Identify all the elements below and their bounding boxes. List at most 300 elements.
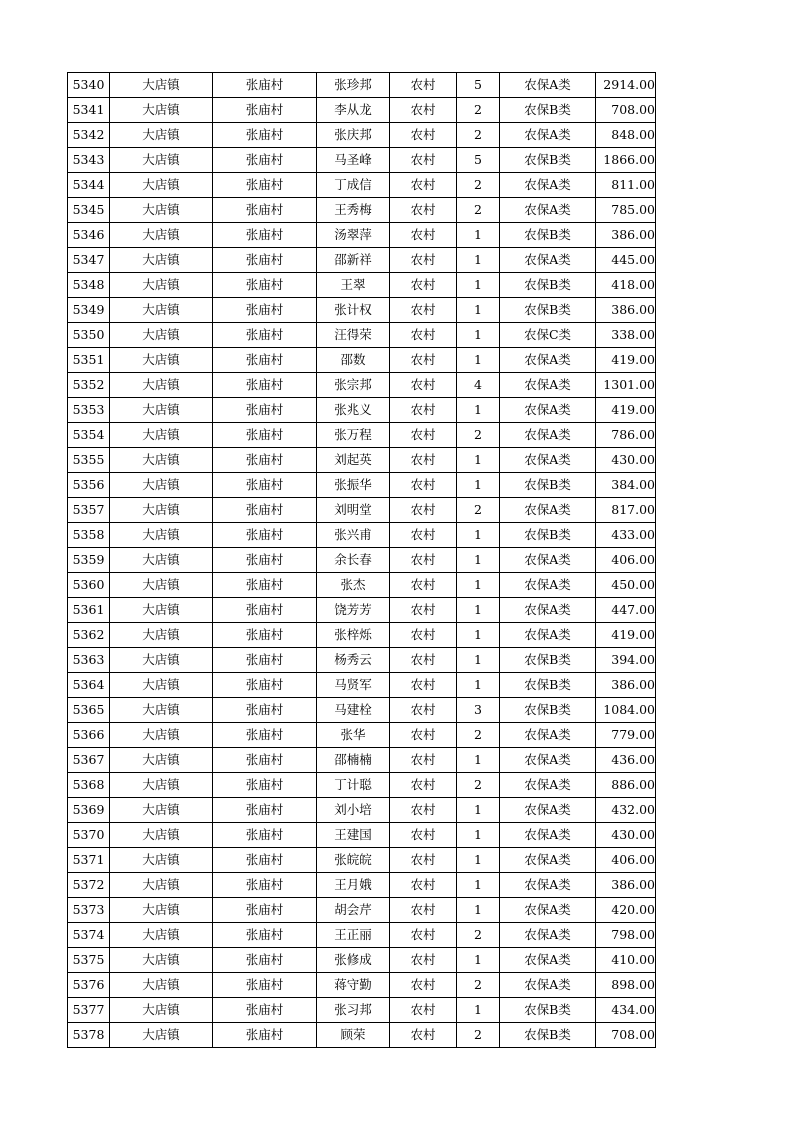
name-cell: 王秀梅 xyxy=(317,198,390,223)
amount-cell: 420.00 xyxy=(596,898,656,923)
amount-cell: 418.00 xyxy=(596,273,656,298)
town-cell: 大店镇 xyxy=(110,323,213,348)
amount-cell: 338.00 xyxy=(596,323,656,348)
village-cell: 张庙村 xyxy=(213,198,317,223)
town-cell: 大店镇 xyxy=(110,348,213,373)
town-cell: 大店镇 xyxy=(110,498,213,523)
insurance-category-cell: 农保B类 xyxy=(500,148,596,173)
insurance-category-cell: 农保A类 xyxy=(500,773,596,798)
amount-cell: 386.00 xyxy=(596,873,656,898)
village-cell: 张庙村 xyxy=(213,673,317,698)
area-type-cell: 农村 xyxy=(390,873,457,898)
area-type-cell: 农村 xyxy=(390,123,457,148)
name-cell: 王翠 xyxy=(317,273,390,298)
insurance-category-cell: 农保A类 xyxy=(500,748,596,773)
area-type-cell: 农村 xyxy=(390,773,457,798)
household-count-cell: 1 xyxy=(457,398,500,423)
name-cell: 张皖皖 xyxy=(317,848,390,873)
name-cell: 杨秀云 xyxy=(317,648,390,673)
town-cell: 大店镇 xyxy=(110,998,213,1023)
village-cell: 张庙村 xyxy=(213,98,317,123)
row-id: 5365 xyxy=(68,698,110,723)
table-row xyxy=(68,798,656,823)
table-row xyxy=(68,673,656,698)
town-cell: 大店镇 xyxy=(110,473,213,498)
household-count-cell: 1 xyxy=(457,748,500,773)
area-type-cell: 农村 xyxy=(390,348,457,373)
village-cell: 张庙村 xyxy=(213,548,317,573)
town-cell: 大店镇 xyxy=(110,248,213,273)
area-type-cell: 农村 xyxy=(390,248,457,273)
town-cell: 大店镇 xyxy=(110,923,213,948)
insurance-category-cell: 农保A类 xyxy=(500,848,596,873)
household-count-cell: 1 xyxy=(457,298,500,323)
town-cell: 大店镇 xyxy=(110,898,213,923)
area-type-cell: 农村 xyxy=(390,998,457,1023)
table-row xyxy=(68,523,656,548)
town-cell: 大店镇 xyxy=(110,648,213,673)
row-id: 5343 xyxy=(68,148,110,173)
town-cell: 大店镇 xyxy=(110,1023,213,1048)
household-count-cell: 1 xyxy=(457,823,500,848)
town-cell: 大店镇 xyxy=(110,148,213,173)
area-type-cell: 农村 xyxy=(390,823,457,848)
town-cell: 大店镇 xyxy=(110,423,213,448)
household-count-cell: 2 xyxy=(457,198,500,223)
amount-cell: 386.00 xyxy=(596,673,656,698)
amount-cell: 406.00 xyxy=(596,848,656,873)
amount-cell: 434.00 xyxy=(596,998,656,1023)
row-id: 5347 xyxy=(68,248,110,273)
area-type-cell: 农村 xyxy=(390,848,457,873)
row-id: 5370 xyxy=(68,823,110,848)
name-cell: 张华 xyxy=(317,723,390,748)
household-count-cell: 1 xyxy=(457,873,500,898)
household-count-cell: 2 xyxy=(457,923,500,948)
table-row xyxy=(68,73,656,98)
name-cell: 胡会芹 xyxy=(317,898,390,923)
amount-cell: 817.00 xyxy=(596,498,656,523)
table-row xyxy=(68,173,656,198)
village-cell: 张庙村 xyxy=(213,348,317,373)
area-type-cell: 农村 xyxy=(390,398,457,423)
village-cell: 张庙村 xyxy=(213,298,317,323)
name-cell: 刘明堂 xyxy=(317,498,390,523)
insurance-category-cell: 农保A类 xyxy=(500,498,596,523)
town-cell: 大店镇 xyxy=(110,948,213,973)
village-cell: 张庙村 xyxy=(213,398,317,423)
village-cell: 张庙村 xyxy=(213,498,317,523)
insurance-category-cell: 农保A类 xyxy=(500,198,596,223)
insurance-category-cell: 农保A类 xyxy=(500,948,596,973)
area-type-cell: 农村 xyxy=(390,448,457,473)
insurance-category-cell: 农保A类 xyxy=(500,598,596,623)
area-type-cell: 农村 xyxy=(390,673,457,698)
town-cell: 大店镇 xyxy=(110,698,213,723)
row-id: 5355 xyxy=(68,448,110,473)
name-cell: 张宗邦 xyxy=(317,373,390,398)
insurance-category-cell: 农保B类 xyxy=(500,98,596,123)
insurance-category-cell: 农保A类 xyxy=(500,173,596,198)
name-cell: 张珍邦 xyxy=(317,73,390,98)
insurance-category-cell: 农保A类 xyxy=(500,548,596,573)
table-row xyxy=(68,948,656,973)
town-cell: 大店镇 xyxy=(110,73,213,98)
town-cell: 大店镇 xyxy=(110,373,213,398)
row-id: 5345 xyxy=(68,198,110,223)
insurance-category-cell: 农保A类 xyxy=(500,873,596,898)
table-row xyxy=(68,273,656,298)
village-cell: 张庙村 xyxy=(213,248,317,273)
name-cell: 顾荣 xyxy=(317,1023,390,1048)
town-cell: 大店镇 xyxy=(110,573,213,598)
table-row xyxy=(68,1023,656,1048)
name-cell: 丁成信 xyxy=(317,173,390,198)
town-cell: 大店镇 xyxy=(110,823,213,848)
table-row xyxy=(68,623,656,648)
area-type-cell: 农村 xyxy=(390,598,457,623)
household-count-cell: 3 xyxy=(457,698,500,723)
name-cell: 王月娥 xyxy=(317,873,390,898)
table-row xyxy=(68,448,656,473)
insurance-category-cell: 农保A类 xyxy=(500,973,596,998)
area-type-cell: 农村 xyxy=(390,373,457,398)
amount-cell: 445.00 xyxy=(596,248,656,273)
area-type-cell: 农村 xyxy=(390,173,457,198)
area-type-cell: 农村 xyxy=(390,923,457,948)
amount-cell: 1301.00 xyxy=(596,373,656,398)
name-cell: 马圣峰 xyxy=(317,148,390,173)
household-count-cell: 1 xyxy=(457,523,500,548)
area-type-cell: 农村 xyxy=(390,898,457,923)
row-id: 5378 xyxy=(68,1023,110,1048)
amount-cell: 708.00 xyxy=(596,98,656,123)
village-cell: 张庙村 xyxy=(213,873,317,898)
row-id: 5374 xyxy=(68,923,110,948)
village-cell: 张庙村 xyxy=(213,773,317,798)
insurance-category-cell: 农保B类 xyxy=(500,648,596,673)
area-type-cell: 农村 xyxy=(390,523,457,548)
area-type-cell: 农村 xyxy=(390,648,457,673)
amount-cell: 433.00 xyxy=(596,523,656,548)
household-count-cell: 1 xyxy=(457,323,500,348)
town-cell: 大店镇 xyxy=(110,123,213,148)
town-cell: 大店镇 xyxy=(110,273,213,298)
table-row xyxy=(68,873,656,898)
row-id: 5341 xyxy=(68,98,110,123)
village-cell: 张庙村 xyxy=(213,723,317,748)
area-type-cell: 农村 xyxy=(390,73,457,98)
name-cell: 张振华 xyxy=(317,473,390,498)
town-cell: 大店镇 xyxy=(110,523,213,548)
insurance-category-cell: 农保B类 xyxy=(500,223,596,248)
village-cell: 张庙村 xyxy=(213,448,317,473)
row-id: 5375 xyxy=(68,948,110,973)
data-table xyxy=(67,72,656,1048)
table-row xyxy=(68,923,656,948)
table-row xyxy=(68,823,656,848)
name-cell: 汤翠萍 xyxy=(317,223,390,248)
row-id: 5354 xyxy=(68,423,110,448)
village-cell: 张庙村 xyxy=(213,823,317,848)
table-row xyxy=(68,98,656,123)
household-count-cell: 1 xyxy=(457,848,500,873)
amount-cell: 450.00 xyxy=(596,573,656,598)
amount-cell: 384.00 xyxy=(596,473,656,498)
row-id: 5356 xyxy=(68,473,110,498)
village-cell: 张庙村 xyxy=(213,423,317,448)
row-id: 5367 xyxy=(68,748,110,773)
name-cell: 邵楠楠 xyxy=(317,748,390,773)
amount-cell: 2914.00 xyxy=(596,73,656,98)
row-id: 5348 xyxy=(68,273,110,298)
village-cell: 张庙村 xyxy=(213,323,317,348)
village-cell: 张庙村 xyxy=(213,573,317,598)
area-type-cell: 农村 xyxy=(390,498,457,523)
insurance-category-cell: 农保A类 xyxy=(500,723,596,748)
town-cell: 大店镇 xyxy=(110,848,213,873)
household-count-cell: 1 xyxy=(457,223,500,248)
household-count-cell: 1 xyxy=(457,273,500,298)
household-count-cell: 2 xyxy=(457,173,500,198)
row-id: 5351 xyxy=(68,348,110,373)
row-id: 5359 xyxy=(68,548,110,573)
name-cell: 张杰 xyxy=(317,573,390,598)
row-id: 5353 xyxy=(68,398,110,423)
insurance-category-cell: 农保C类 xyxy=(500,323,596,348)
table-row xyxy=(68,648,656,673)
town-cell: 大店镇 xyxy=(110,973,213,998)
village-cell: 张庙村 xyxy=(213,923,317,948)
name-cell: 张万程 xyxy=(317,423,390,448)
household-count-cell: 1 xyxy=(457,448,500,473)
amount-cell: 406.00 xyxy=(596,548,656,573)
amount-cell: 1084.00 xyxy=(596,698,656,723)
household-count-cell: 1 xyxy=(457,473,500,498)
village-cell: 张庙村 xyxy=(213,148,317,173)
amount-cell: 430.00 xyxy=(596,823,656,848)
row-id: 5352 xyxy=(68,373,110,398)
area-type-cell: 农村 xyxy=(390,748,457,773)
area-type-cell: 农村 xyxy=(390,473,457,498)
amount-cell: 410.00 xyxy=(596,948,656,973)
insurance-category-cell: 农保B类 xyxy=(500,1023,596,1048)
name-cell: 张计权 xyxy=(317,298,390,323)
insurance-category-cell: 农保A类 xyxy=(500,423,596,448)
amount-cell: 708.00 xyxy=(596,1023,656,1048)
table-row xyxy=(68,848,656,873)
town-cell: 大店镇 xyxy=(110,623,213,648)
name-cell: 张庆邦 xyxy=(317,123,390,148)
table-row xyxy=(68,723,656,748)
table-row xyxy=(68,348,656,373)
name-cell: 刘小培 xyxy=(317,798,390,823)
amount-cell: 811.00 xyxy=(596,173,656,198)
household-count-cell: 2 xyxy=(457,123,500,148)
table-row xyxy=(68,323,656,348)
area-type-cell: 农村 xyxy=(390,573,457,598)
household-count-cell: 5 xyxy=(457,148,500,173)
row-id: 5369 xyxy=(68,798,110,823)
town-cell: 大店镇 xyxy=(110,548,213,573)
village-cell: 张庙村 xyxy=(213,173,317,198)
insurance-category-cell: 农保B类 xyxy=(500,298,596,323)
insurance-category-cell: 农保A类 xyxy=(500,73,596,98)
area-type-cell: 农村 xyxy=(390,273,457,298)
row-id: 5360 xyxy=(68,573,110,598)
household-count-cell: 1 xyxy=(457,898,500,923)
insurance-category-cell: 农保B类 xyxy=(500,998,596,1023)
town-cell: 大店镇 xyxy=(110,773,213,798)
insurance-category-cell: 农保A类 xyxy=(500,448,596,473)
table-row xyxy=(68,148,656,173)
name-cell: 蒋守勤 xyxy=(317,973,390,998)
row-id: 5344 xyxy=(68,173,110,198)
row-id: 5368 xyxy=(68,773,110,798)
insurance-category-cell: 农保B类 xyxy=(500,523,596,548)
household-count-cell: 1 xyxy=(457,348,500,373)
insurance-category-cell: 农保A类 xyxy=(500,573,596,598)
table-row xyxy=(68,998,656,1023)
insurance-category-cell: 农保B类 xyxy=(500,273,596,298)
area-type-cell: 农村 xyxy=(390,698,457,723)
town-cell: 大店镇 xyxy=(110,223,213,248)
row-id: 5349 xyxy=(68,298,110,323)
name-cell: 李从龙 xyxy=(317,98,390,123)
area-type-cell: 农村 xyxy=(390,623,457,648)
amount-cell: 785.00 xyxy=(596,198,656,223)
insurance-category-cell: 农保A类 xyxy=(500,798,596,823)
area-type-cell: 农村 xyxy=(390,223,457,248)
village-cell: 张庙村 xyxy=(213,1023,317,1048)
name-cell: 丁计聪 xyxy=(317,773,390,798)
area-type-cell: 农村 xyxy=(390,98,457,123)
amount-cell: 898.00 xyxy=(596,973,656,998)
household-count-cell: 1 xyxy=(457,248,500,273)
household-count-cell: 1 xyxy=(457,798,500,823)
name-cell: 王建国 xyxy=(317,823,390,848)
name-cell: 马建栓 xyxy=(317,698,390,723)
amount-cell: 447.00 xyxy=(596,598,656,623)
table-row xyxy=(68,373,656,398)
town-cell: 大店镇 xyxy=(110,198,213,223)
amount-cell: 886.00 xyxy=(596,773,656,798)
town-cell: 大店镇 xyxy=(110,448,213,473)
table-row xyxy=(68,473,656,498)
area-type-cell: 农村 xyxy=(390,798,457,823)
row-id: 5364 xyxy=(68,673,110,698)
insurance-category-cell: 农保A类 xyxy=(500,923,596,948)
row-id: 5340 xyxy=(68,73,110,98)
amount-cell: 798.00 xyxy=(596,923,656,948)
household-count-cell: 4 xyxy=(457,373,500,398)
village-cell: 张庙村 xyxy=(213,373,317,398)
name-cell: 刘起英 xyxy=(317,448,390,473)
town-cell: 大店镇 xyxy=(110,598,213,623)
village-cell: 张庙村 xyxy=(213,73,317,98)
insurance-category-cell: 农保A类 xyxy=(500,898,596,923)
village-cell: 张庙村 xyxy=(213,748,317,773)
table-body xyxy=(68,73,656,1048)
insurance-category-cell: 农保A类 xyxy=(500,123,596,148)
table-row xyxy=(68,298,656,323)
amount-cell: 848.00 xyxy=(596,123,656,148)
village-cell: 张庙村 xyxy=(213,798,317,823)
insurance-category-cell: 农保B类 xyxy=(500,473,596,498)
village-cell: 张庙村 xyxy=(213,273,317,298)
row-id: 5361 xyxy=(68,598,110,623)
insurance-category-cell: 农保A类 xyxy=(500,373,596,398)
area-type-cell: 农村 xyxy=(390,948,457,973)
household-count-cell: 1 xyxy=(457,598,500,623)
table-row xyxy=(68,198,656,223)
household-count-cell: 1 xyxy=(457,573,500,598)
town-cell: 大店镇 xyxy=(110,798,213,823)
name-cell: 张兆义 xyxy=(317,398,390,423)
table-row xyxy=(68,123,656,148)
town-cell: 大店镇 xyxy=(110,673,213,698)
table-row xyxy=(68,598,656,623)
insurance-category-cell: 农保A类 xyxy=(500,398,596,423)
amount-cell: 394.00 xyxy=(596,648,656,673)
insurance-category-cell: 农保A类 xyxy=(500,823,596,848)
name-cell: 张梓烁 xyxy=(317,623,390,648)
area-type-cell: 农村 xyxy=(390,973,457,998)
row-id: 5346 xyxy=(68,223,110,248)
name-cell: 余长春 xyxy=(317,548,390,573)
village-cell: 张庙村 xyxy=(213,473,317,498)
area-type-cell: 农村 xyxy=(390,298,457,323)
amount-cell: 386.00 xyxy=(596,223,656,248)
household-count-cell: 5 xyxy=(457,73,500,98)
name-cell: 马贤军 xyxy=(317,673,390,698)
village-cell: 张庙村 xyxy=(213,898,317,923)
name-cell: 王正丽 xyxy=(317,923,390,948)
name-cell: 汪得荣 xyxy=(317,323,390,348)
amount-cell: 419.00 xyxy=(596,398,656,423)
row-id: 5358 xyxy=(68,523,110,548)
table-row xyxy=(68,973,656,998)
town-cell: 大店镇 xyxy=(110,98,213,123)
household-count-cell: 1 xyxy=(457,623,500,648)
row-id: 5372 xyxy=(68,873,110,898)
amount-cell: 432.00 xyxy=(596,798,656,823)
row-id: 5350 xyxy=(68,323,110,348)
table-row xyxy=(68,898,656,923)
row-id: 5363 xyxy=(68,648,110,673)
town-cell: 大店镇 xyxy=(110,398,213,423)
area-type-cell: 农村 xyxy=(390,148,457,173)
name-cell: 张修成 xyxy=(317,948,390,973)
table-row xyxy=(68,773,656,798)
name-cell: 张兴甫 xyxy=(317,523,390,548)
area-type-cell: 农村 xyxy=(390,323,457,348)
village-cell: 张庙村 xyxy=(213,523,317,548)
row-id: 5377 xyxy=(68,998,110,1023)
town-cell: 大店镇 xyxy=(110,298,213,323)
village-cell: 张庙村 xyxy=(213,998,317,1023)
town-cell: 大店镇 xyxy=(110,723,213,748)
name-cell: 饶芳芳 xyxy=(317,598,390,623)
town-cell: 大店镇 xyxy=(110,748,213,773)
table-row xyxy=(68,398,656,423)
amount-cell: 786.00 xyxy=(596,423,656,448)
table-row xyxy=(68,748,656,773)
village-cell: 张庙村 xyxy=(213,848,317,873)
village-cell: 张庙村 xyxy=(213,698,317,723)
table-row xyxy=(68,423,656,448)
area-type-cell: 农村 xyxy=(390,1023,457,1048)
